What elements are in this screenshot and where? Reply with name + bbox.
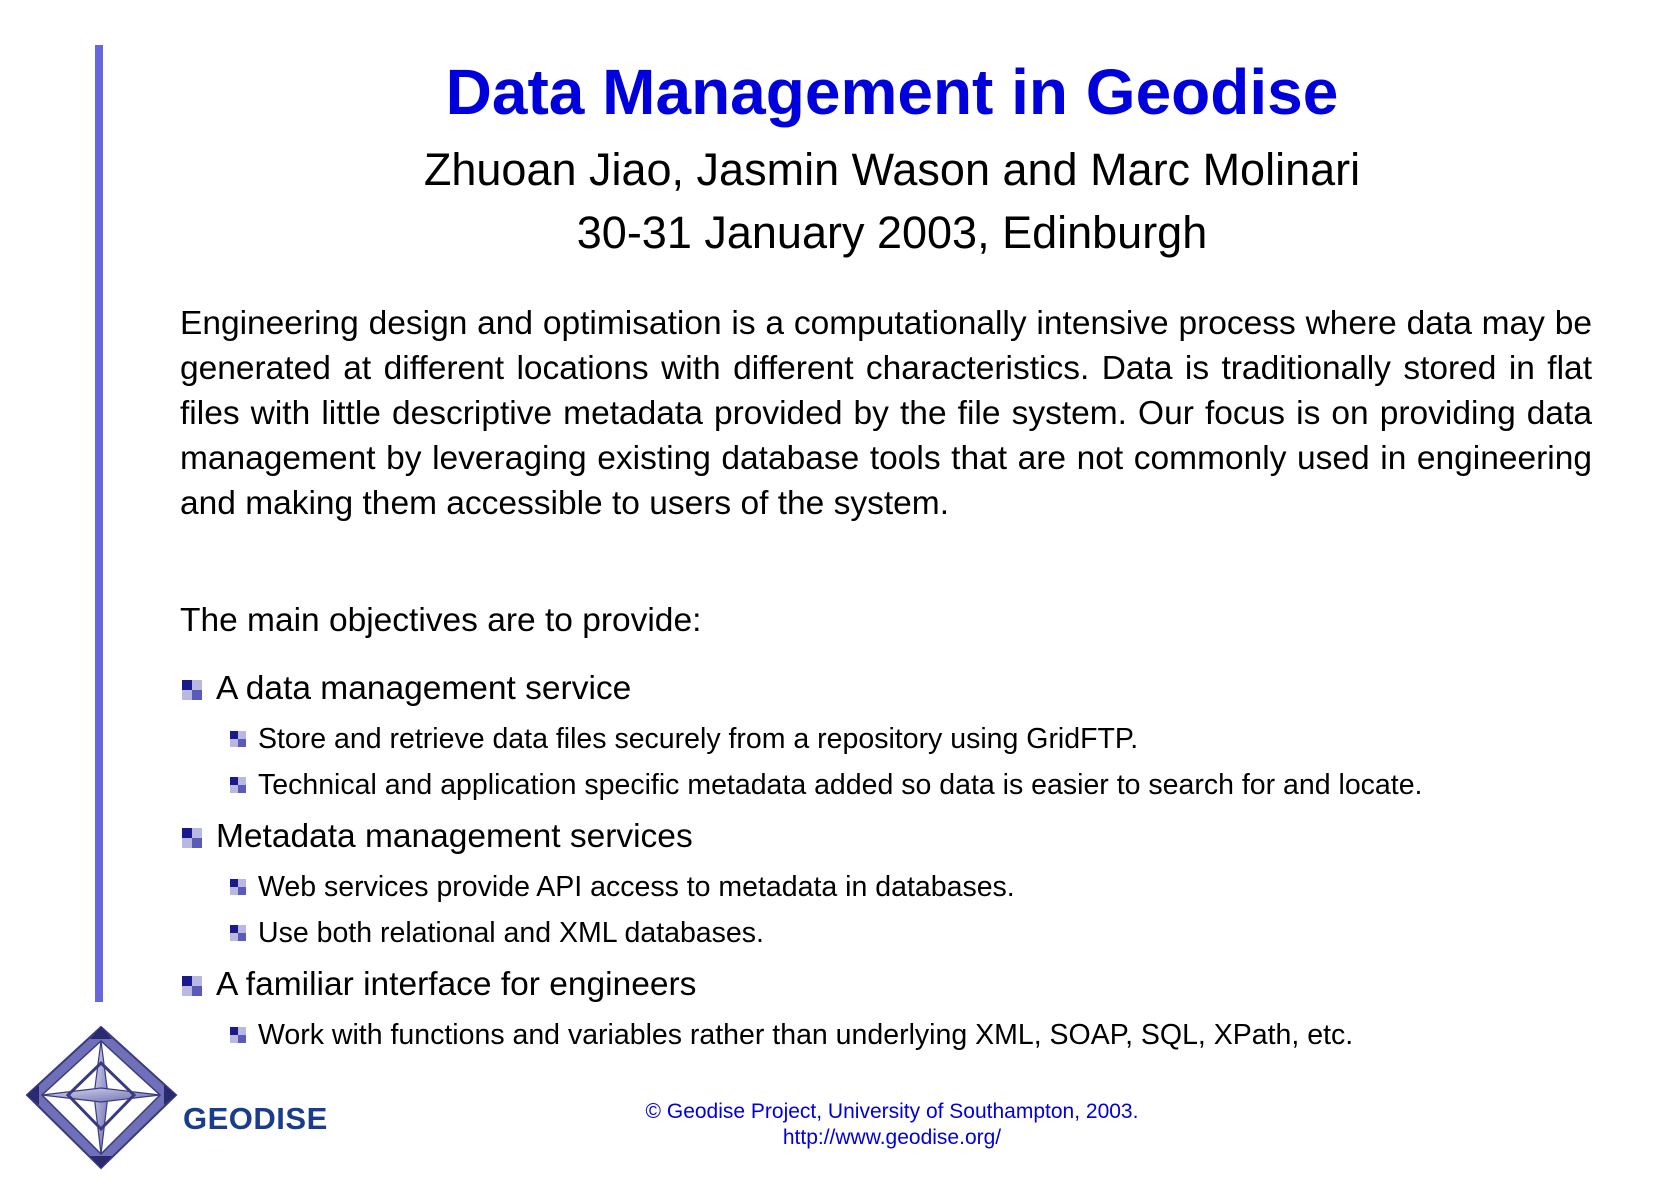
square-bullet-icon — [182, 828, 202, 848]
sub-item — [230, 767, 1422, 803]
square-bullet-icon — [230, 925, 246, 941]
sub-item — [230, 915, 764, 951]
square-bullet-icon — [182, 680, 202, 700]
objectives-lead: The main objectives are to provide: — [180, 602, 702, 639]
sub-item-text: Use both relational and XML databases. — [258, 917, 764, 949]
slide-title: Data Management in Geodise — [445, 56, 1339, 128]
square-bullet-icon — [182, 976, 202, 996]
objective-label: Metadata management services — [216, 818, 693, 855]
sub-item-text: Store and retrieve data files securely from a repository using GridFTP. — [258, 723, 1139, 755]
footer-url-link[interactable]: http://www.geodise.org/ — [782, 1126, 1002, 1149]
square-bullet-icon — [230, 879, 246, 895]
sub-item — [230, 869, 1015, 905]
square-bullet-icon — [230, 777, 246, 793]
sub-item-text: Work with functions and variables rather than underlying XML, SOAP, SQL, XPath, etc. — [258, 1019, 1354, 1051]
objective-item — [182, 669, 631, 709]
sub-item-text: Technical and application specific metadata added so data is easier to search for and locate. — [258, 769, 1423, 801]
objective-label: A data management service — [216, 670, 632, 707]
date-location-line: 30-31 January 2003, Edinburgh — [576, 207, 1208, 258]
square-bullet-icon — [230, 731, 246, 747]
intro-paragraph: Engineering design and optimisation is a computationally intensive process where data may be generated at different locations with different characteristics. Data is traditionally stored in flat files with little descriptive metadata provided by the file system. Our focus is on providing data management by leveraging existing database tools that are not commonly used in engineering and making them accessible to users of the system. — [180, 305, 1592, 522]
objective-item — [182, 965, 696, 1005]
sub-item — [230, 721, 1138, 757]
objective-item — [182, 817, 693, 857]
geodise-logo-text: GEODISE — [183, 1101, 328, 1136]
authors-line: Zhuoan Jiao, Jasmin Wason and Marc Molinari — [423, 144, 1361, 195]
square-bullet-icon — [230, 1027, 246, 1043]
objective-label: A familiar interface for engineers — [216, 966, 697, 1003]
sub-item — [230, 1017, 1353, 1053]
sub-item-text: Web services provide API access to metadata in databases. — [258, 871, 1015, 903]
footer-copyright: © Geodise Project, University of Southampton, 2003. — [645, 1100, 1139, 1123]
